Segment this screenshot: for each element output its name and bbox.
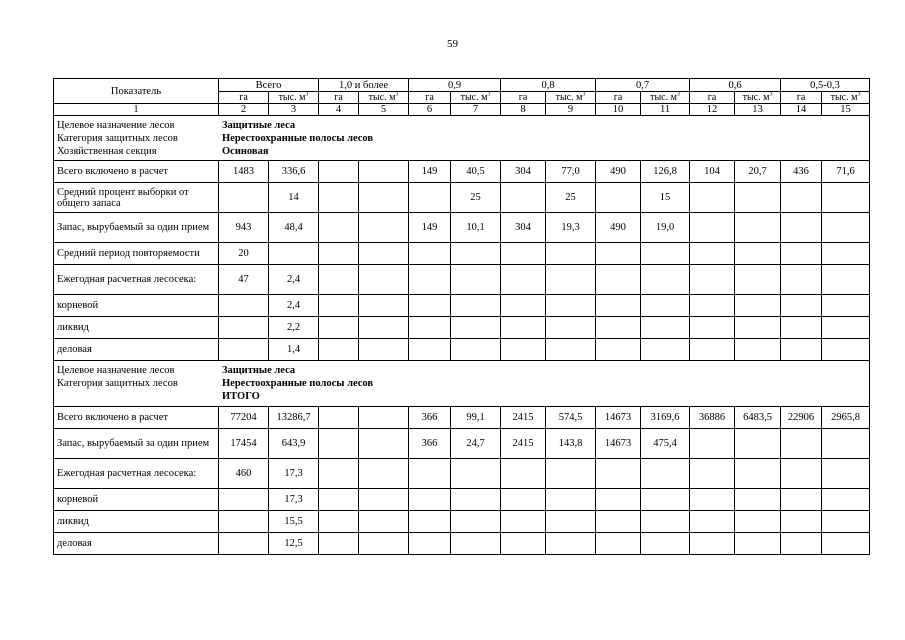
table-cell [690, 429, 735, 459]
table-row [54, 265, 870, 295]
column-number: 1 [54, 104, 219, 116]
table-cell [319, 459, 359, 489]
row-label: ликвид [54, 317, 219, 339]
table-cell [690, 265, 735, 295]
heading-key: Целевое назначение лесов [57, 365, 175, 376]
table-cell [641, 317, 690, 339]
table-cell: 574,5 [546, 407, 596, 429]
table-cell [501, 533, 546, 555]
row-label: Средний процент выборки от общего запаса [54, 183, 219, 213]
table-cell [596, 511, 641, 533]
table-cell [822, 489, 870, 511]
table-cell [451, 489, 501, 511]
table-cell: 490 [596, 161, 641, 183]
header-group-6: 0,6 [690, 79, 781, 92]
table-row [54, 339, 870, 361]
table-cell [546, 339, 596, 361]
table-row [54, 295, 870, 317]
column-number: 10 [596, 104, 641, 116]
table-cell: 47 [219, 265, 269, 295]
column-number: 8 [501, 104, 546, 116]
table-cell: 48,4 [269, 213, 319, 243]
table-cell [501, 243, 546, 265]
table-cell: 36886 [690, 407, 735, 429]
table-cell [501, 459, 546, 489]
header-unit-thous: тыс. $м^3$ [822, 92, 870, 104]
table-cell [319, 161, 359, 183]
heading-key [57, 390, 222, 403]
table-cell [451, 339, 501, 361]
table-cell [409, 489, 451, 511]
table-cell [596, 489, 641, 511]
header-group-3: 0,9 [409, 79, 501, 92]
section1-heading [54, 116, 870, 161]
section1-heading-line [57, 132, 866, 145]
header-group-1: Всего [219, 79, 319, 92]
table-cell [319, 533, 359, 555]
table-cell [735, 533, 781, 555]
table-cell [501, 339, 546, 361]
table-cell: 149 [409, 213, 451, 243]
table-cell [546, 459, 596, 489]
table-cell [822, 183, 870, 213]
column-number: 13 [735, 104, 781, 116]
table-cell [359, 511, 409, 533]
table-cell: 10,1 [451, 213, 501, 243]
table-cell: 3169,6 [641, 407, 690, 429]
table-cell: 2415 [501, 407, 546, 429]
table-cell [501, 317, 546, 339]
table-cell [596, 243, 641, 265]
table-cell [409, 243, 451, 265]
table-cell [781, 295, 822, 317]
table-cell: 17,3 [269, 459, 319, 489]
table-cell [451, 533, 501, 555]
table-cell [319, 295, 359, 317]
heading-key: Категория защитных лесов [57, 132, 178, 144]
table-cell [409, 295, 451, 317]
table-cell [219, 511, 269, 533]
table-cell: 14 [269, 183, 319, 213]
table-cell: 19,3 [546, 213, 596, 243]
section2-heading [54, 361, 870, 407]
table-cell [690, 213, 735, 243]
header-unit-thous: тыс. $м^3$ [451, 92, 501, 104]
row-label: Средний период повторяемости [54, 243, 219, 265]
table-cell [641, 459, 690, 489]
table-cell: 2415 [501, 429, 546, 459]
table-cell [735, 243, 781, 265]
table-cell: 475,4 [641, 429, 690, 459]
table-row [54, 511, 870, 533]
table-cell [319, 317, 359, 339]
table-cell [546, 511, 596, 533]
table-cell [596, 265, 641, 295]
table-cell [409, 511, 451, 533]
table-cell: 24,7 [451, 429, 501, 459]
table-cell [735, 183, 781, 213]
table-cell: 2,2 [269, 317, 319, 339]
table-cell [690, 295, 735, 317]
table-cell [546, 265, 596, 295]
table-cell [641, 243, 690, 265]
column-number: 14 [781, 104, 822, 116]
table-cell: 77,0 [546, 161, 596, 183]
table-cell: 366 [409, 429, 451, 459]
table-cell [219, 533, 269, 555]
table-cell [319, 511, 359, 533]
table-cell: 25 [451, 183, 501, 213]
table-cell: 304 [501, 161, 546, 183]
header-unit-ha: га [501, 92, 546, 104]
table-cell [781, 265, 822, 295]
table-cell: 20,7 [735, 161, 781, 183]
table-cell [409, 533, 451, 555]
table-cell [690, 459, 735, 489]
table-cell [735, 265, 781, 295]
table-cell: 17,3 [269, 489, 319, 511]
table-cell [546, 243, 596, 265]
table-cell [359, 533, 409, 555]
table-cell [822, 295, 870, 317]
table-cell [546, 317, 596, 339]
table-row [54, 183, 870, 213]
heading-value: Защитные леса [222, 365, 296, 376]
table-cell [596, 183, 641, 213]
unit-superscript: 3 [487, 91, 491, 98]
table-cell [451, 295, 501, 317]
header-unit-thous: тыс. $м^3$ [735, 92, 781, 104]
table-cell: 126,8 [641, 161, 690, 183]
table-cell [359, 317, 409, 339]
table-cell [501, 295, 546, 317]
table-cell [641, 511, 690, 533]
table-cell: 14673 [596, 429, 641, 459]
unit-superscript: 3 [769, 91, 773, 98]
table-cell [319, 407, 359, 429]
column-number: 5 [359, 104, 409, 116]
table-cell [690, 317, 735, 339]
heading-value: ИТОГО [222, 391, 260, 402]
table-cell [822, 511, 870, 533]
column-number: 7 [451, 104, 501, 116]
section1-heading-line [57, 145, 866, 158]
table-cell [596, 317, 641, 339]
table-cell [546, 489, 596, 511]
row-label: Ежегодная расчетная лесосека: [54, 459, 219, 489]
heading-value: Нерестоохранные полосы лесов [222, 132, 374, 144]
unit-superscript: 3 [857, 91, 861, 98]
table-cell: 104 [690, 161, 735, 183]
table-cell [409, 265, 451, 295]
table-row [54, 243, 870, 265]
table-cell [781, 213, 822, 243]
table-cell [359, 339, 409, 361]
table-cell [359, 429, 409, 459]
table-cell [690, 339, 735, 361]
table-cell [641, 265, 690, 295]
table-cell [409, 339, 451, 361]
table-cell: 20 [219, 243, 269, 265]
header-group-4: 0,8 [501, 79, 596, 92]
table-cell [690, 533, 735, 555]
table-cell [501, 265, 546, 295]
table-cell [319, 265, 359, 295]
table-cell [319, 183, 359, 213]
table-cell: 6483,5 [735, 407, 781, 429]
table-cell [781, 183, 822, 213]
heading-key: Целевое назначение лесов [57, 119, 175, 131]
table-cell [822, 459, 870, 489]
header-group-5: 0,7 [596, 79, 690, 92]
table-cell [735, 511, 781, 533]
table-row [54, 213, 870, 243]
table-cell [501, 183, 546, 213]
row-label: деловая [54, 339, 219, 361]
table-cell [735, 295, 781, 317]
header-unit-ha: га [219, 92, 269, 104]
unit-superscript: 3 [395, 91, 399, 98]
table-cell: 71,6 [822, 161, 870, 183]
table-cell [219, 489, 269, 511]
header-unit-ha: га [781, 92, 822, 104]
table-cell: 25 [546, 183, 596, 213]
table-cell [359, 213, 409, 243]
table-cell: 460 [219, 459, 269, 489]
table-cell [822, 243, 870, 265]
table-cell [641, 295, 690, 317]
row-label: Всего включено в расчет [54, 161, 219, 183]
table-cell: 77204 [219, 407, 269, 429]
table-cell: 643,9 [269, 429, 319, 459]
table-cell [359, 295, 409, 317]
unit-superscript: 3 [582, 91, 586, 98]
header-unit-ha: га [409, 92, 451, 104]
heading-value: Защитные леса [222, 119, 296, 131]
column-number: 15 [822, 104, 870, 116]
section2-heading-line [57, 364, 866, 377]
table-cell [409, 459, 451, 489]
header-unit-thous: тыс. $м^3$ [269, 92, 319, 104]
table-cell [822, 429, 870, 459]
header-unit-ha: га [690, 92, 735, 104]
header-unit-thous: тыс. $м^3$ [359, 92, 409, 104]
section2-heading-line [57, 377, 866, 390]
table-cell [781, 429, 822, 459]
table-cell: 17454 [219, 429, 269, 459]
table-cell [822, 317, 870, 339]
header-indicator: Показатель [54, 79, 219, 104]
table-cell: 15,5 [269, 511, 319, 533]
header-row-groups [54, 79, 870, 92]
table-cell [501, 511, 546, 533]
table-cell: 12,5 [269, 533, 319, 555]
column-number: 4 [319, 104, 359, 116]
column-number: 12 [690, 104, 735, 116]
table-cell [596, 533, 641, 555]
column-number: 2 [219, 104, 269, 116]
table-cell [409, 183, 451, 213]
table-cell [451, 511, 501, 533]
row-label: Запас, вырубаемый за один прием [54, 429, 219, 459]
column-number: 6 [409, 104, 451, 116]
table-cell [822, 213, 870, 243]
table-cell [359, 459, 409, 489]
table-cell [319, 213, 359, 243]
table-cell [359, 243, 409, 265]
table-cell [781, 243, 822, 265]
table-cell: 15 [641, 183, 690, 213]
header-unit-thous: тыс. $м^3$ [546, 92, 596, 104]
header-unit-ha: га [319, 92, 359, 104]
row-label: ликвид [54, 511, 219, 533]
table-cell [641, 339, 690, 361]
table-row [54, 407, 870, 429]
table-cell [359, 265, 409, 295]
table-cell: 304 [501, 213, 546, 243]
header-unit-thous: тыс. $м^3$ [641, 92, 690, 104]
heading-value: Осиновая [222, 145, 269, 157]
row-label: корневой [54, 489, 219, 511]
table-cell [359, 183, 409, 213]
table-row [54, 429, 870, 459]
table-cell [546, 533, 596, 555]
table-cell: 13286,7 [269, 407, 319, 429]
table-cell [690, 489, 735, 511]
row-label: Ежегодная расчетная лесосека: [54, 265, 219, 295]
table-cell: 1483 [219, 161, 269, 183]
table-cell [735, 459, 781, 489]
table-cell: 99,1 [451, 407, 501, 429]
table-cell [501, 489, 546, 511]
table-cell: 143,8 [546, 429, 596, 459]
table-cell [781, 317, 822, 339]
table-row [54, 459, 870, 489]
table-cell [219, 295, 269, 317]
table-cell [690, 243, 735, 265]
table-cell [596, 339, 641, 361]
table-cell [735, 317, 781, 339]
section2-heading-line [57, 390, 866, 403]
table-cell [596, 459, 641, 489]
header-group-2: 1,0 и более [319, 79, 409, 92]
table-cell [781, 533, 822, 555]
table-row [54, 533, 870, 555]
table-body [54, 79, 870, 555]
table-cell [546, 295, 596, 317]
header-group-7: 0,5-0,3 [781, 79, 870, 92]
table-cell [735, 429, 781, 459]
table-cell [359, 407, 409, 429]
table-cell [822, 339, 870, 361]
table-cell: 943 [219, 213, 269, 243]
table-cell: 2,4 [269, 295, 319, 317]
table-cell: 22906 [781, 407, 822, 429]
table-cell: 336,6 [269, 161, 319, 183]
table-cell [219, 339, 269, 361]
table-cell [319, 489, 359, 511]
unit-superscript: 3 [676, 91, 680, 98]
table-cell [219, 317, 269, 339]
table-cell [735, 213, 781, 243]
table-cell: 366 [409, 407, 451, 429]
forest-calculation-table [53, 78, 870, 555]
table-cell [269, 243, 319, 265]
table-cell [781, 459, 822, 489]
table-cell: 436 [781, 161, 822, 183]
section1-heading-line [57, 119, 866, 132]
table-cell [781, 489, 822, 511]
table-row [54, 161, 870, 183]
heading-key: Категория защитных лесов [57, 378, 178, 389]
heading-key: Хозяйственная секция [57, 145, 157, 157]
column-number: 3 [269, 104, 319, 116]
section1-heading-row [54, 116, 870, 161]
header-unit-ha: га [596, 92, 641, 104]
table-cell [735, 339, 781, 361]
table-cell: 1,4 [269, 339, 319, 361]
table-cell [690, 511, 735, 533]
header-row-numbers [54, 104, 870, 116]
table-cell: 2,4 [269, 265, 319, 295]
table-cell: 2965,8 [822, 407, 870, 429]
table-row [54, 489, 870, 511]
table-cell [219, 183, 269, 213]
page-number: 59 [447, 38, 458, 50]
table-cell [359, 161, 409, 183]
table-cell [319, 429, 359, 459]
row-label: корневой [54, 295, 219, 317]
row-label: деловая [54, 533, 219, 555]
row-label: Всего включено в расчет [54, 407, 219, 429]
row-label: Запас, вырубаемый за один прием [54, 213, 219, 243]
table-cell [641, 489, 690, 511]
table-cell: 14673 [596, 407, 641, 429]
table-cell: 19,0 [641, 213, 690, 243]
table-cell [822, 533, 870, 555]
table-cell [359, 489, 409, 511]
table-cell [641, 533, 690, 555]
table-cell [451, 459, 501, 489]
table-cell: 490 [596, 213, 641, 243]
table-cell [409, 317, 451, 339]
table-cell [781, 511, 822, 533]
column-number: 11 [641, 104, 690, 116]
table-cell: 40,5 [451, 161, 501, 183]
table-cell [451, 243, 501, 265]
table-cell [596, 295, 641, 317]
table-cell [822, 265, 870, 295]
table-cell [735, 489, 781, 511]
table-cell [451, 317, 501, 339]
table-cell: 149 [409, 161, 451, 183]
section2-heading-row [54, 361, 870, 407]
table-cell [319, 243, 359, 265]
column-number: 9 [546, 104, 596, 116]
table-cell [319, 339, 359, 361]
table-cell [781, 339, 822, 361]
heading-value: Нерестоохранные полосы лесов [222, 378, 374, 389]
table-row [54, 317, 870, 339]
table-cell [690, 183, 735, 213]
unit-superscript: 3 [305, 91, 309, 98]
table-cell [451, 265, 501, 295]
